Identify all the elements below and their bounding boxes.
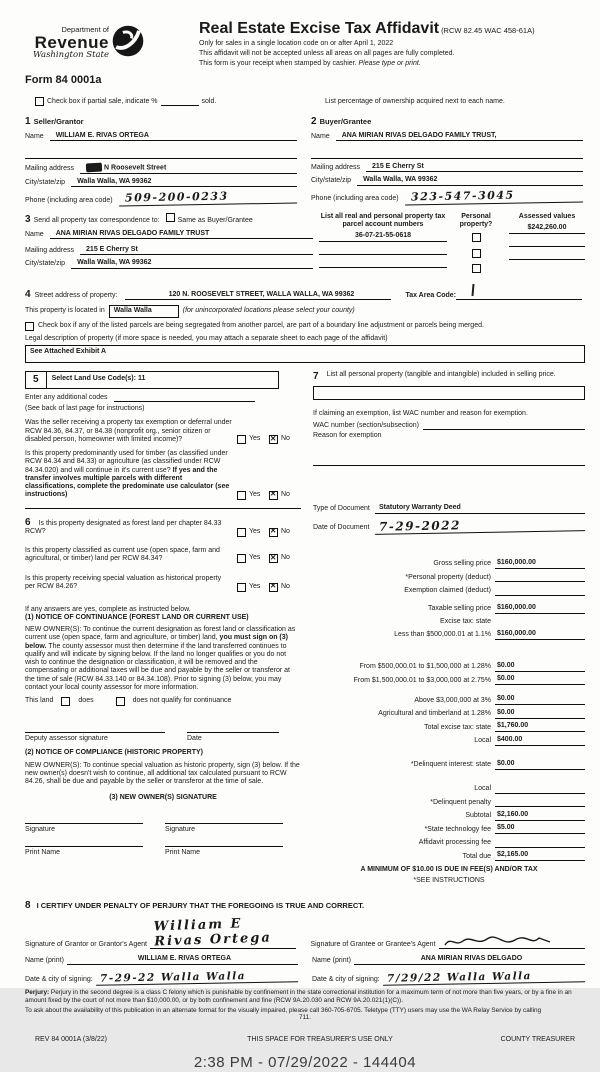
- no-label: No: [281, 527, 290, 535]
- seller-section-title: Seller/Grantor: [33, 117, 84, 127]
- left-column: [25, 371, 301, 885]
- tax-value[interactable]: [495, 586, 585, 596]
- tax-value: [495, 617, 585, 626]
- tax-label: Local: [474, 785, 491, 793]
- parcel-numbers-column: [319, 213, 447, 275]
- county-treasurer-label: COUNTY TREASURER: [500, 1035, 575, 1043]
- signature-label: Signature: [25, 825, 55, 833]
- notice1-text-1: NEW OWNER(S): To continue the current designation as forest land or classification as current use (open space, farm and agriculture, or timber) land,: [25, 626, 296, 642]
- deputy-signature-label: Deputy assessor signature: [25, 735, 108, 743]
- seller-section-number: 1: [25, 116, 31, 128]
- divider: [25, 508, 301, 509]
- corr-address-field[interactable]: 215 E Cherry St: [80, 246, 313, 255]
- grantee-date-city-field[interactable]: 7/29/22 Walla Walla: [383, 969, 585, 986]
- tax-row-subtotal: [313, 811, 585, 821]
- tax-row-personal-deduct: [313, 572, 585, 582]
- historical-question: Is this property receiving special valuation as historical property per RCW 84.26?: [25, 575, 222, 591]
- notice3-title: (3) NEW OWNER(S) SIGNATURE: [109, 794, 217, 802]
- notice2-body: NEW OWNER(S): To continue special valuation as historic property, sign (3) below. If the new owner(s) doesn't wish to continue, all additional tax calculated pursuant to RCW 84.26, shall be due and payable by the seller or transferor at the time of sale.: [25, 761, 300, 786]
- reason-exemption-label: Reason for exemption: [313, 432, 382, 440]
- yes-label: Yes: [249, 527, 261, 535]
- section3-label: Send all property tax correspondence to:: [33, 216, 160, 224]
- personal-property-checkbox-2[interactable]: [472, 249, 481, 258]
- section6-number: 6: [25, 516, 31, 528]
- perjury-lead: Perjury:: [25, 989, 50, 997]
- tax-label: Subtotal: [465, 812, 491, 820]
- tax-value[interactable]: [495, 797, 585, 807]
- rev-number: REV 84 0001A (3/8/22): [35, 1035, 107, 1043]
- assessed-value-blank-1[interactable]: [509, 237, 585, 247]
- tax-row-local-2: [313, 784, 585, 794]
- tax-correspondence-section: [25, 213, 585, 275]
- new-owner-print-line-1[interactable]: [25, 846, 143, 847]
- notice1-body: [25, 626, 301, 692]
- tax-row-agricultural: [313, 709, 585, 719]
- tax-row-above-3m: [313, 695, 585, 705]
- signature-label: Signature: [165, 825, 195, 833]
- accessibility-note-711: 711.: [299, 1014, 311, 1022]
- accessibility-note: To ask about the availability of this publication in an alternate format for the visually impaired, please call 360-705-6705. Teletype (TTY) users may use the WA Relay Service by calling: [25, 1006, 542, 1014]
- s5q2-yes-checkbox[interactable]: [237, 491, 246, 500]
- deputy-date-label: Date: [187, 735, 202, 743]
- tax-value[interactable]: $0.00: [495, 760, 585, 770]
- tax-label: *Delinquent penalty: [430, 798, 491, 806]
- print-name-label: Print Name: [165, 848, 201, 856]
- parcel-number-blank-1[interactable]: [319, 245, 447, 255]
- corr-city-field[interactable]: Walla Walla, WA 99362: [71, 259, 313, 268]
- perjury-statement: [25, 989, 585, 1004]
- buyer-address-field[interactable]: 215 E Cherry St: [366, 163, 583, 172]
- notice1-text-2: The county assessor must then determine if the land transferred continues to qualify and will indicate by signing below. If the land no longer qualifies or you do not wish to continue the designation or classification, it will be removed and the compensating or additional taxes will be due and payable by the seller or transferor at the time of sale (RCW 84.33.140 or 84.34.108). Prior to signing (3) below, you may contact your local county assessor for more information.: [25, 642, 290, 691]
- land-use-code-label: Select Land Use Code(s):: [51, 375, 136, 383]
- seller-name-field[interactable]: WILLIAM E. RIVAS ORTEGA: [50, 132, 297, 141]
- tax-label: *Personal property (deduct): [405, 573, 491, 581]
- buyer-city-label: City/state/zip: [311, 177, 352, 185]
- corr-name-field[interactable]: ANA MIRIAN RIVAS DELGADO FAMILY TRUST: [50, 230, 313, 239]
- tax-area-code-field[interactable]: [456, 284, 582, 300]
- buyer-name-blank-line[interactable]: [311, 150, 583, 159]
- ownership-note: List percentage of ownership acquired next to each name.: [325, 97, 505, 105]
- tax-value[interactable]: [495, 784, 585, 794]
- revenue-logo-icon: [111, 24, 145, 58]
- tax-label: Less than $500,000.01 at 1.1%: [394, 631, 491, 639]
- seller-address-field[interactable]: [80, 163, 297, 174]
- additional-codes-field[interactable]: [114, 393, 256, 402]
- tax-label: Exemption claimed (deduct): [404, 587, 491, 595]
- tax-row-delinquent-penalty: [313, 797, 585, 807]
- tax-value[interactable]: $160,000.00: [495, 559, 585, 569]
- minimum-due-note: A MINIMUM OF $10.00 IS DUE IN FEE(S) AND/OR TAX: [360, 866, 538, 874]
- s6q2-no-checkbox[interactable]: [269, 554, 278, 563]
- tax-value[interactable]: $0.00: [495, 695, 585, 705]
- grantee-signature-label: Signature of Grantee or Grantee's Agent: [310, 940, 436, 948]
- tax-row-local: [313, 736, 585, 746]
- tax-label: From $1,500,000.01 to $3,000,000 at 2.75%: [353, 676, 491, 684]
- same-as-buyer-label: Same as Buyer/Grantee: [177, 216, 253, 224]
- land-use-code-box: [25, 371, 279, 389]
- tax-label: Above $3,000,000 at 3%: [414, 696, 491, 704]
- new-owner-print-row: [25, 846, 301, 857]
- s5q1-no-checkbox[interactable]: [269, 435, 278, 444]
- form-title-rcw: (RCW 82.45 WAC 458-61A): [441, 26, 535, 35]
- new-owner-print-line-2[interactable]: [165, 846, 283, 847]
- seller-name-label: Name: [25, 132, 44, 140]
- tax-row-500k-1.5m: [313, 662, 585, 672]
- tax-value[interactable]: [495, 572, 585, 582]
- tax-value[interactable]: $0.00: [495, 675, 585, 685]
- timber-question-bold: If yes and the transfer involves multiple parcels with different classifications, complete the predominate use calculator (see instructions): [25, 466, 230, 499]
- tax-row-processing-fee: [313, 838, 585, 848]
- tax-value[interactable]: $2,160.00: [495, 811, 585, 821]
- personal-property-header: Personal property?: [459, 212, 493, 229]
- tax-label: Local: [474, 737, 491, 745]
- type-of-document-label: Type of Document: [313, 505, 370, 513]
- grantor-signature-field[interactable]: [150, 917, 296, 949]
- date-of-document-label: Date of Document: [313, 524, 370, 532]
- s6q3-yes-checkbox[interactable]: [237, 583, 246, 592]
- forest-land-question-text: Is this property designated as forest land per chapter 84.33 RCW?: [25, 519, 222, 536]
- form-header: [25, 18, 585, 68]
- tax-row-total-state: [313, 722, 585, 732]
- no-label: No: [281, 435, 290, 443]
- does-not-checkbox[interactable]: [116, 697, 125, 706]
- tax-value[interactable]: $2,165.00: [495, 851, 585, 861]
- does-not-label: does not qualify for continuance: [132, 697, 232, 705]
- grantor-date-city-field[interactable]: 7-29-22 Walla Walla: [96, 969, 298, 986]
- subtitle-3-text: This form is your receipt when stamped by cashier.: [199, 59, 359, 67]
- timber-question-text: Is this property predominantly used for timber (as classified under RCW 84.34 and 84.33) or agriculture (as classified under RCW 84.34.020) and will continue in it's current use?: [25, 450, 228, 474]
- grantee-print-field[interactable]: ANA MIRIAN RIVAS DELGADO: [354, 955, 585, 965]
- tax-row-delinquent-interest: [313, 760, 585, 770]
- right-column: [313, 371, 585, 885]
- this-land-row: [25, 697, 301, 706]
- no-label: No: [281, 490, 290, 498]
- timber-question-row: [25, 450, 301, 500]
- does-label: does: [78, 697, 94, 705]
- tax-label: Gross selling price: [433, 560, 491, 568]
- tax-label: Taxable selling price: [427, 605, 491, 613]
- street-address-field[interactable]: 120 N. ROOSEVELT STREET, WALLA WALLA, WA 99362: [125, 291, 391, 300]
- tax-label: *State technology fee: [424, 825, 491, 833]
- grantee-date-city-label: Date & city of signing:: [312, 976, 380, 984]
- yes-label: Yes: [249, 554, 261, 562]
- tax-label: Excise tax: state: [440, 617, 491, 625]
- located-in-note: (for unincorporated locations please select your county): [182, 307, 355, 315]
- redaction-mark: [86, 163, 102, 173]
- certification-section: [25, 900, 585, 985]
- corr-name-label: Name: [25, 230, 44, 238]
- type-of-document-field[interactable]: Statutory Warranty Deed: [375, 504, 585, 514]
- partial-sale-row: [25, 97, 585, 106]
- logo-dept-of: Department of: [61, 25, 109, 34]
- deputy-date-line[interactable]: [187, 732, 279, 733]
- exemption-claim-note: If claiming an exemption, list WAC number and reason for exemption.: [313, 410, 528, 417]
- current-use-question: Is this property classified as current use (open space, farm and agricultural, or timber) land per RCW 84.34?: [25, 546, 220, 562]
- tax-row-taxable: [313, 604, 585, 614]
- seller-section: [25, 116, 297, 205]
- seller-street-text: N Roosevelt Street: [104, 164, 167, 172]
- see-back-note: (See back of last page for instructions): [25, 405, 145, 412]
- land-use-code-value: 11: [137, 375, 146, 383]
- cashier-timestamp-stamp: 2:38 PM - 07/29/2022 - 144404: [193, 1053, 417, 1071]
- seller-address-label: Mailing address: [25, 165, 75, 173]
- new-owner-signature-row: [25, 823, 301, 834]
- s6q1-no-checkbox[interactable]: [269, 528, 278, 537]
- buyer-section-title: Buyer/Grantee: [319, 117, 372, 127]
- tax-label: *Delinquent interest: state: [410, 761, 491, 769]
- parties-section: [25, 116, 585, 205]
- segregated-note: Check box if any of the listed parcels are being segregated from another parcel, are part of a boundary line adjustment or parcels being merged.: [38, 322, 484, 330]
- logo-washington-state: Washington State: [33, 50, 109, 61]
- wac-number-label: WAC number (section/subsection): [313, 422, 419, 429]
- personal-property-list-field[interactable]: [313, 386, 585, 400]
- partial-sale-label: Check box if partial sale, indicate %: [47, 97, 158, 105]
- logo-revenue: Revenue: [34, 32, 109, 52]
- notice2-title: (2) NOTICE OF COMPLIANCE (HISTORIC PROPERTY): [25, 749, 203, 757]
- subtitle-2: This affidavit will not be accepted unless all areas on all pages are fully completed.: [199, 50, 455, 58]
- yes-label: Yes: [249, 435, 261, 443]
- current-use-question-row: [25, 547, 301, 564]
- certify-statement: I CERTIFY UNDER PENALTY OF PERJURY THAT THE FOREGOING IS TRUE AND CORRECT.: [36, 900, 365, 910]
- deputy-assessor-row: [25, 732, 301, 743]
- footer-row: [25, 1036, 585, 1044]
- subtitle-3: [199, 60, 535, 68]
- parcel-header: List all real and personal property tax parcel account numbers: [320, 212, 446, 229]
- tax-row-exemption-deduct: [313, 586, 585, 596]
- tax-row-total-due: [313, 851, 585, 861]
- notices-intro: If any answers are yes, complete as instructed below.: [25, 605, 191, 613]
- grantor-signature-handwriting: William E Rivas Ortega: [153, 916, 272, 951]
- seller-city-field[interactable]: Walla Walla, WA 99362: [71, 178, 297, 187]
- s5q2-no-checkbox[interactable]: [269, 491, 278, 500]
- legal-description-field[interactable]: See Attached Exhibit A: [25, 345, 585, 363]
- tax-value[interactable]: $0.00: [495, 662, 585, 672]
- no-label: No: [281, 582, 290, 590]
- grantee-signature-field[interactable]: [439, 934, 585, 949]
- tax-row-tech-fee: [313, 824, 585, 834]
- tax-area-code-label: Tax Area Code:: [405, 292, 457, 300]
- grantor-print-field[interactable]: WILLIAM E. RIVAS ORTEGA: [67, 955, 298, 965]
- section3-number: 3: [25, 213, 31, 225]
- seller-phone-label: Phone (including area code): [25, 196, 113, 204]
- segregated-checkbox[interactable]: [25, 322, 34, 331]
- perjury-text: Perjury in the second degree is a class C felony which is punishable by confinement in the state correctional institution for a maximum term of not more than five years, or by a fine in an amount fixed by the court of not more than $10,000.00, or by both confinement and fine (RCW 9A.20.030 and RCW 9A.20.021(1)(C)).: [25, 989, 572, 1005]
- grantee-signature-scribble-icon: [443, 934, 553, 948]
- tax-value[interactable]: $400.00: [495, 736, 585, 746]
- no-label: No: [281, 554, 290, 562]
- land-use-code-field[interactable]: [47, 372, 151, 388]
- seller-city-label: City/state/zip: [25, 178, 66, 186]
- parcel-number-field[interactable]: 36-07-21-55-0618: [319, 232, 447, 242]
- buyer-city-field[interactable]: Walla Walla, WA 99362: [357, 176, 583, 185]
- timber-question: [25, 450, 237, 500]
- tax-row-1.5m-3m: [313, 675, 585, 685]
- same-as-buyer-checkbox[interactable]: [166, 213, 175, 222]
- tax-value[interactable]: $5.00: [495, 824, 585, 834]
- personal-property-column: [447, 213, 505, 275]
- seller-phone-field[interactable]: 509-200-0233: [118, 189, 297, 206]
- tax-area-code-pen-mark: [472, 284, 475, 296]
- buyer-phone-field[interactable]: 323-547-3045: [404, 188, 583, 205]
- forest-land-question-row: [25, 517, 301, 537]
- date-of-document-field[interactable]: 7-29-2022: [375, 516, 585, 535]
- legal-description-label: Legal description of property (if more space is needed, you may attach a separate sheet to each page of the affidavit): [25, 334, 388, 342]
- corr-address-label: Mailing address: [25, 247, 75, 254]
- deputy-signature-line[interactable]: [25, 732, 165, 733]
- additional-codes-label: Enter any additional codes: [25, 393, 108, 401]
- grantee-print-label: Name (print): [312, 956, 351, 964]
- grantor-date-city-label: Date & city of signing:: [25, 976, 93, 984]
- section4-number: 4: [25, 288, 31, 300]
- corr-city-label: City/state/zip: [25, 260, 66, 268]
- buyer-name-label: Name: [311, 132, 330, 140]
- s6q3-no-checkbox[interactable]: [269, 583, 278, 592]
- located-in-label: This property is located in: [25, 307, 105, 315]
- tax-value[interactable]: $160,000.00: [495, 630, 585, 640]
- tax-row-excise-state: [313, 617, 585, 626]
- subtitle-1: Only for sales in a single location code on or after April 1, 2022: [199, 40, 394, 48]
- partial-sale-percent-field[interactable]: [161, 98, 199, 106]
- assessed-values-header: Assessed values: [518, 212, 576, 220]
- buyer-section-number: 2: [311, 116, 317, 128]
- personal-property-checkbox-1[interactable]: [472, 233, 481, 242]
- historical-question-row: [25, 575, 301, 592]
- section7-number: 7: [313, 371, 319, 383]
- tax-value[interactable]: $1,760.00: [495, 722, 585, 732]
- assessed-values-column: [509, 213, 585, 275]
- partial-sale-suffix: sold.: [201, 97, 217, 105]
- new-owner-signature-line-1[interactable]: [25, 823, 143, 824]
- treasurer-space-label: THIS SPACE FOR TREASURER'S USE ONLY: [247, 1035, 393, 1043]
- buyer-section: [311, 116, 583, 205]
- personal-property-list-label: List all personal property (tangible and intangible) included in selling price.: [326, 371, 556, 379]
- street-address-label: Street address of property:: [34, 292, 118, 300]
- tax-label: Affidavit processing fee: [418, 839, 491, 847]
- section8-number: 8: [25, 899, 31, 911]
- tax-label: Total excise tax: state: [424, 723, 491, 731]
- see-instructions-note: *SEE INSTRUCTIONS: [413, 877, 485, 885]
- exemption-question-row: [25, 419, 301, 444]
- tax-value[interactable]: [495, 838, 585, 848]
- form-title: Real Estate Excise Tax Affidavit: [199, 20, 440, 37]
- buyer-phone-label: Phone (including area code): [311, 195, 399, 203]
- s5q1-yes-checkbox[interactable]: [237, 435, 246, 444]
- notice1-title: (1) NOTICE OF CONTINUANCE (FOREST LAND OR CURRENT USE): [25, 613, 249, 621]
- buyer-name-field[interactable]: ANA MIRIAN RIVAS DELGADO FAMILY TRUST,: [336, 132, 583, 141]
- assessed-value-blank-2[interactable]: [509, 250, 585, 260]
- property-address-section: [25, 284, 585, 363]
- parcel-number-blank-2[interactable]: [319, 258, 447, 268]
- print-name-label: Print Name: [25, 848, 61, 856]
- dor-logo: [33, 26, 183, 68]
- personal-property-checkbox-3[interactable]: [472, 264, 481, 273]
- yes-label: Yes: [249, 582, 261, 590]
- tax-value[interactable]: $0.00: [495, 709, 585, 719]
- forest-land-question: [25, 517, 237, 537]
- tax-label: Agricultural and timberland at 1.28%: [378, 710, 491, 718]
- seller-name-blank-line[interactable]: [25, 150, 297, 159]
- wac-number-field[interactable]: [423, 421, 585, 430]
- notice1-bold: you must sign on (3) below.: [25, 634, 288, 650]
- does-checkbox[interactable]: [61, 697, 70, 706]
- tax-label: From $500,000.01 to $1,500,000 at 1.28%: [359, 663, 491, 671]
- tax-row-gross: [313, 559, 585, 569]
- s6q2-yes-checkbox[interactable]: [237, 554, 246, 563]
- tax-label: Total due: [462, 852, 491, 860]
- this-land-label: This land: [25, 697, 54, 705]
- yes-label: Yes: [249, 490, 261, 498]
- located-in-field[interactable]: Walla Walla: [109, 305, 179, 317]
- section5-number: 5: [26, 372, 47, 388]
- tax-value[interactable]: $160,000.00: [495, 604, 585, 614]
- reason-exemption-field[interactable]: [313, 457, 585, 466]
- buyer-address-label: Mailing address: [311, 164, 361, 172]
- partial-sale-checkbox[interactable]: [35, 97, 44, 106]
- grantor-signature-label: Signature of Grantor or Grantor's Agent: [25, 940, 147, 948]
- assessed-value-field[interactable]: $242,260.00: [509, 224, 585, 234]
- grantor-print-label: Name (print): [25, 956, 64, 964]
- s6q1-yes-checkbox[interactable]: [237, 528, 246, 537]
- tax-row-less-500k: [313, 630, 585, 640]
- new-owner-signature-line-2[interactable]: [165, 823, 283, 824]
- exemption-question: Was the seller receiving a property tax exemption or deferral under RCW 84.36, 84.37, or 84.38 (nonprofit org., senior citizen or disabled person, homeowner with limited income)?: [25, 419, 232, 443]
- subtitle-3-italic: Please type or print.: [358, 59, 421, 67]
- form-number: Form 84 0001a: [25, 74, 102, 87]
